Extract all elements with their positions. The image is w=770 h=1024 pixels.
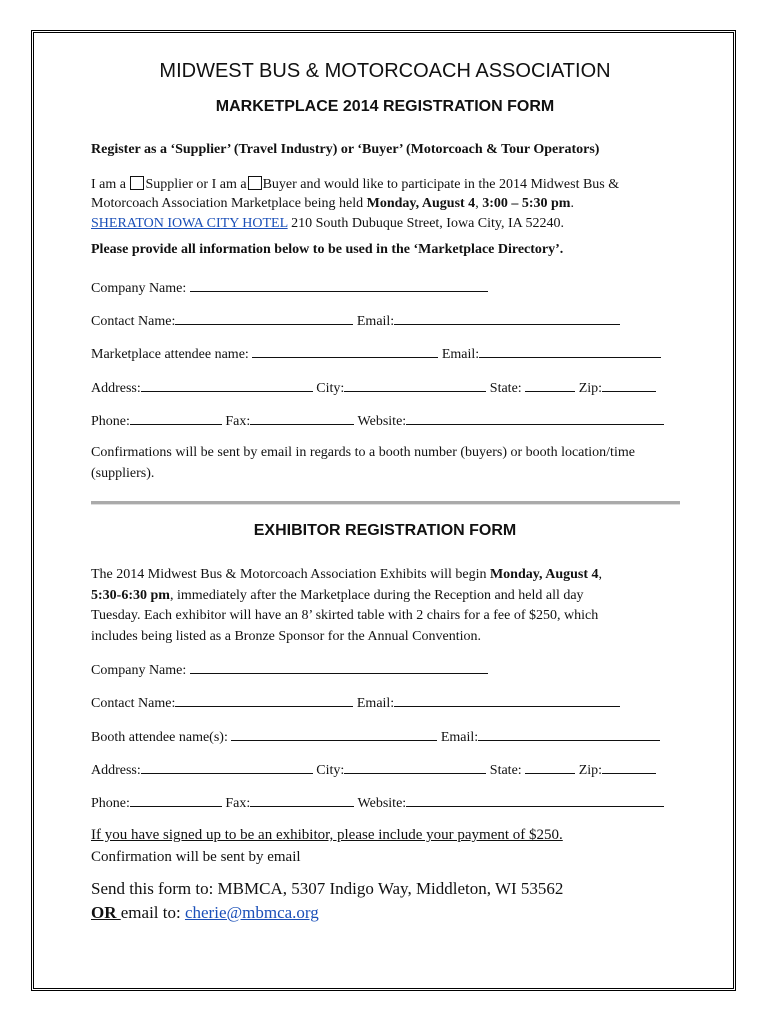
section-divider	[91, 501, 680, 505]
hotel-line	[91, 216, 564, 232]
ex-email-label: Email:	[356, 696, 395, 711]
ex-attendee-field[interactable]	[231, 727, 437, 741]
org-title: MIDWEST BUS & MOTORCOACH ASSOCIATION	[159, 60, 611, 82]
exhibitor-description	[91, 565, 681, 647]
exhibitor-desc-1a: The 2014 Midwest Bus & Motorcoach Association Exhibits will begin	[91, 567, 490, 582]
exhibitor-title: EXHIBITOR REGISTRATION FORM	[253, 522, 517, 539]
mp-phone-field[interactable]	[130, 411, 222, 425]
exhibitor-desc-line-2	[91, 586, 681, 607]
mp-attendee-field[interactable]	[252, 344, 438, 358]
ex-address-field[interactable]	[141, 760, 313, 774]
mp-phone-row	[91, 411, 664, 430]
mp-phone-label: Phone:	[91, 414, 130, 429]
mp-address-label: Address:	[91, 381, 141, 396]
event-date-comma: ,	[475, 196, 483, 211]
contact-email-link[interactable]: cherie@mbmca.org	[184, 903, 319, 922]
mp-confirm-line-2: (suppliers).	[91, 466, 155, 481]
email-to-text: email to:	[120, 903, 185, 922]
mp-email-field[interactable]	[394, 311, 620, 325]
ex-attendee-email-field[interactable]	[478, 727, 660, 741]
mp-city-label: City:	[316, 381, 345, 396]
mp-website-field[interactable]	[406, 411, 664, 425]
buyer-checkbox[interactable]	[248, 176, 262, 190]
mp-company-label: Company Name:	[91, 281, 187, 296]
mp-attendee-label: Marketplace attendee name:	[91, 347, 249, 362]
mp-attendee-email-label: Email:	[441, 347, 480, 362]
directory-instruction: Please provide all information below to be used in the ‘Marketplace Directory’.	[91, 242, 564, 257]
ex-state-label: State:	[489, 763, 522, 778]
event-time: 3:00 – 5:30 pm	[482, 196, 571, 211]
ex-zip-field[interactable]	[602, 760, 656, 774]
mp-address-row	[91, 378, 656, 397]
ex-company-label: Company Name:	[91, 663, 187, 678]
email-line	[91, 903, 319, 923]
register-instruction: Register as a ‘Supplier’ (Travel Industry) or ‘Buyer’ (Motorcoach & Tour Operators)	[91, 142, 600, 157]
ex-city-label: City:	[316, 763, 345, 778]
ex-company-field[interactable]	[190, 660, 488, 674]
mp-contact-field[interactable]	[175, 311, 353, 325]
ex-phone-label: Phone:	[91, 796, 130, 811]
exhibitor-date: Monday, August 4	[489, 567, 599, 582]
mp-contact-label: Contact Name:	[91, 314, 176, 329]
mp-zip-field[interactable]	[602, 378, 656, 392]
mp-attendee-row	[91, 344, 661, 363]
mp-state-label: State:	[489, 381, 522, 396]
i-am-a-text: I am a	[91, 177, 126, 192]
payment-note: If you have signed up to be an exhibitor, please include your payment of $250.	[91, 827, 563, 843]
ex-fax-field[interactable]	[250, 793, 354, 807]
ex-website-field[interactable]	[406, 793, 664, 807]
confirmation-note: Confirmation will be sent by email	[91, 849, 301, 865]
exhibitor-desc-line-3: Tuesday. Each exhibitor will have an 8’ skirted table with 2 chairs for a fee of $250, which	[91, 608, 599, 623]
supplier-or-text: Supplier or I am a	[145, 177, 247, 192]
ex-city-field[interactable]	[344, 760, 486, 774]
event-date: Monday, August 4	[366, 196, 476, 211]
ex-attendee-row	[91, 727, 660, 746]
participant-type-line	[91, 176, 619, 193]
ex-state-field[interactable]	[525, 760, 575, 774]
ex-fax-label: Fax:	[225, 796, 251, 811]
exhibitor-desc-2b: , immediately after the Marketplace during the Reception and held all day	[169, 587, 584, 603]
hotel-link[interactable]: SHERATON IOWA CITY HOTEL	[91, 216, 288, 231]
mp-state-field[interactable]	[525, 378, 575, 392]
mp-city-field[interactable]	[344, 378, 486, 392]
event-date-prefix: Motorcoach Association Marketplace being held	[91, 196, 367, 211]
ex-email-field[interactable]	[394, 693, 620, 707]
mp-fax-label: Fax:	[225, 414, 251, 429]
mp-email-label: Email:	[356, 314, 395, 329]
mp-company-field[interactable]	[190, 278, 488, 292]
exhibitor-desc-1c: ,	[598, 567, 603, 582]
ex-address-label: Address:	[91, 763, 141, 778]
ex-phone-row	[91, 793, 664, 812]
exhibitor-desc-line-4: includes being listed as a Bronze Sponsor for the Annual Convention.	[91, 628, 481, 644]
ex-zip-label: Zip:	[578, 763, 603, 778]
or-label: OR	[91, 903, 121, 922]
ex-attendee-email-label: Email:	[440, 730, 479, 745]
form-title: MARKETPLACE 2014 REGISTRATION FORM	[215, 98, 555, 115]
page-border	[31, 30, 736, 991]
mp-attendee-email-field[interactable]	[479, 344, 661, 358]
ex-contact-row	[91, 693, 620, 712]
exhibitor-desc-line-1	[91, 565, 681, 586]
mp-contact-row	[91, 311, 620, 330]
ex-attendee-label: Booth attendee name(s):	[91, 730, 228, 745]
buyer-text: Buyer and would like to participate in the 2014 Midwest Bus &	[262, 177, 620, 192]
mp-zip-label: Zip:	[578, 381, 603, 396]
supplier-checkbox[interactable]	[130, 176, 144, 190]
ex-contact-label: Contact Name:	[91, 696, 176, 711]
hotel-address: 210 South Dubuque Street, Iowa City, IA 52240.	[287, 216, 564, 231]
send-to-line: Send this form to: MBMCA, 5307 Indigo Way, Middleton, WI 53562	[91, 879, 564, 898]
ex-contact-field[interactable]	[175, 693, 353, 707]
mp-fax-field[interactable]	[250, 411, 354, 425]
mp-address-field[interactable]	[141, 378, 313, 392]
mp-website-label: Website:	[357, 414, 407, 429]
mp-confirm-line-1: Confirmations will be sent by email in regards to a booth number (buyers) or booth location/time	[91, 445, 635, 460]
ex-company-row	[91, 660, 488, 679]
ex-phone-field[interactable]	[130, 793, 222, 807]
event-date-end: .	[570, 196, 574, 211]
ex-website-label: Website:	[357, 796, 407, 811]
ex-address-row	[91, 760, 656, 779]
event-date-line	[91, 196, 574, 212]
exhibitor-time: 5:30-6:30 pm	[91, 587, 170, 603]
mp-company-row	[91, 278, 488, 297]
